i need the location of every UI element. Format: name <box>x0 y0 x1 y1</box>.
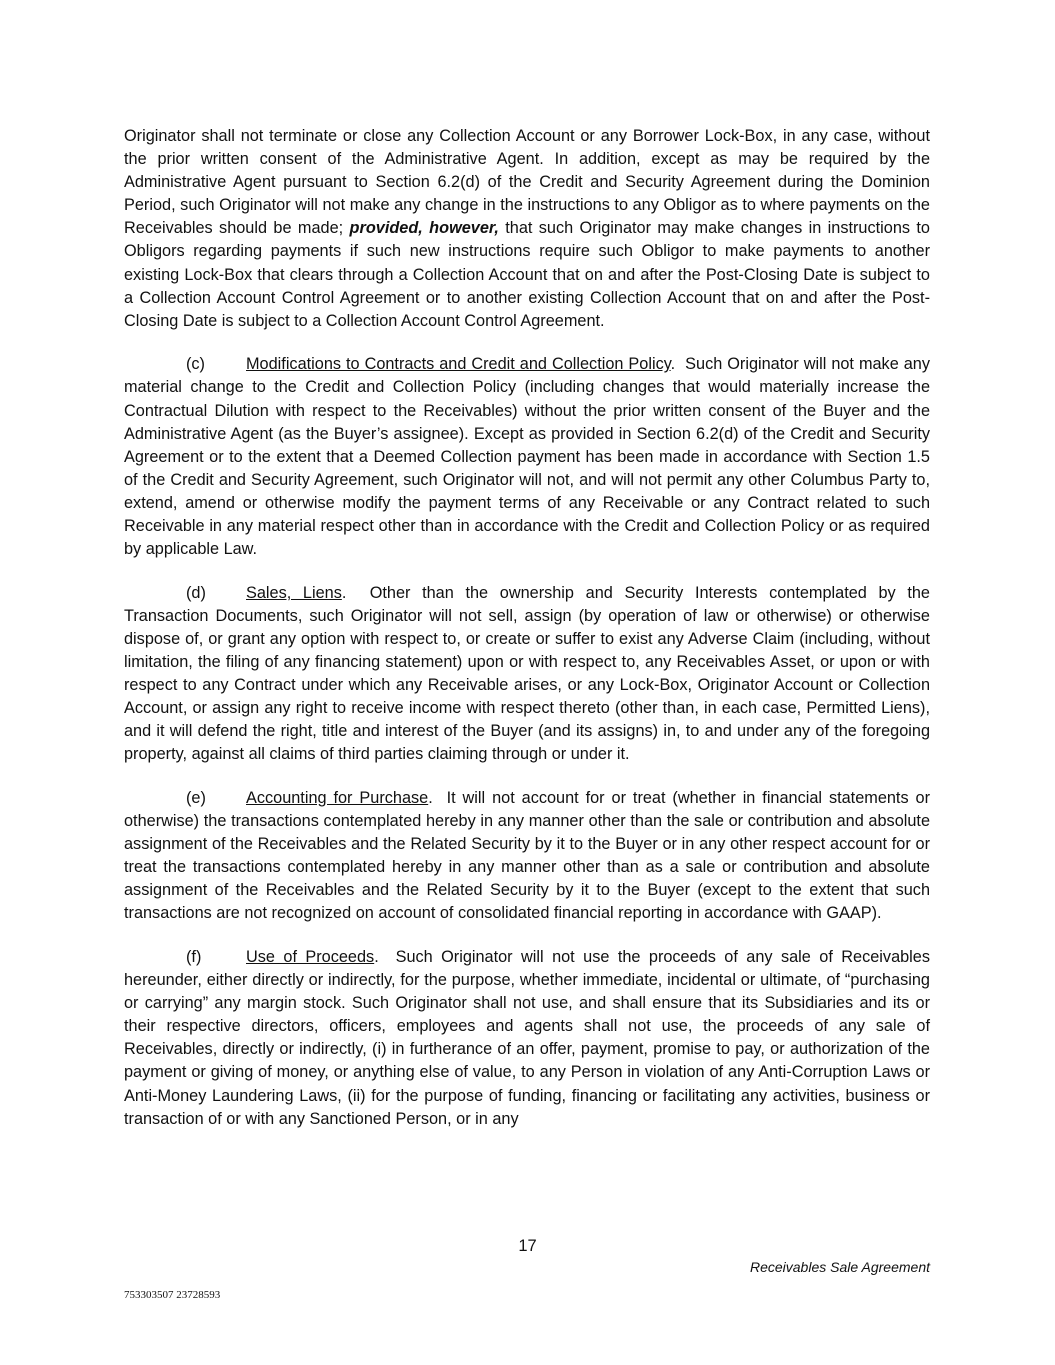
section-label: (e) <box>186 788 206 807</box>
section-c: (c) Modifications to Contracts and Credit and Collection Policy. Such Originator will not make any material change to the Credit and Collection Policy (including changes that would materially increase the Contractual Dilution with respect to the Receivables) without the prior written consent of the Buyer and the Administrative Agent (as the Buyer’s assignee). Except as provided in Section 6.2(d) of the Credit and Security Agreement or to the extent that a Deemed Collection payment has been made in accordance with Section 1.5 of the Credit and Security Agreement, such Originator will not, and will not permit any other Columbus Party to, extend, amend or otherwise modify the payment terms of any Receivable or any Contract related to such Receivable in any material respect other than in accordance with the Credit and Collection Policy or as required by applicable Law. <box>124 355 930 559</box>
continuation-text: Originator shall not terminate or close any Collection Account or any Borrower Lock-Box, in any case, without the prior written consent of the Administrative Agent. In addition, except as may be required by the Administrative Agent pursuant to Section 6.2(d) of the Credit and Security Agreement during the Dominion Period, such Originator will not make any change in the instructions to any Obligor as to where payments on the Receivables should be made; <box>124 127 930 238</box>
section-text: Such Originator will not use the proceeds of any sale of Receivables hereunder, either directly or indirectly, for the purpose, whether immediate, incidental or ultimate, of “purchasing or carrying” any margin stock. Such Originator shall not use, and shall ensure that its Subsidiaries and its or their respective directors, officers, employees and agents shall not use, the proceeds of any sale of Receivables, directly or indirectly, (i) in furtherance of an offer, payment, promise to pay, or authorization of the payment or giving of money, or anything else of value, to any Person in violation of any Anti-Corruption Laws or Anti-Money Laundering Laws, (ii) for the purpose of funding, financing or facilitating any activities, business or transaction of or with any Sanctioned Person, or in any <box>124 948 930 1128</box>
section-heading: Use of Proceeds <box>246 948 375 966</box>
section-heading: Accounting for Purchase <box>246 788 429 807</box>
continuation-paragraph <box>124 125 930 333</box>
section-f: (f) Use of Proceeds. Such Originator will not use the proceeds of any sale of Receivables hereunder, either directly or indirectly, for the purpose, whether immediate, incidental or ultimate, of “purchasing or carrying” any margin stock. Such Originator shall not use, and shall ensure that its Subsidiaries and its or their respective directors, officers, employees and agents shall not use, the proceeds of any sale of Receivables, directly or indirectly, (i) in furtherance of an offer, payment, promise to pay, or authorization of the payment or giving of money, or anything else of value, to any Person in violation of any Anti-Corruption Laws or Anti-Money Laundering Laws, (ii) for the purpose of funding, financing or facilitating any activities, business or transaction of or with any Sanctioned Person, or in any <box>124 948 930 1128</box>
document-id: 753303507 23728593 <box>124 1289 221 1301</box>
section-label: (c) <box>186 355 205 374</box>
proviso-emphasis: provided, however, <box>349 219 499 238</box>
footer-document-title: Receivables Sale Agreement <box>749 1259 930 1275</box>
section-label: (f) <box>186 948 202 966</box>
page-number: 17 <box>518 1237 537 1255</box>
section-heading: Modifications to Contracts and Credit and Collection Policy <box>246 355 671 374</box>
section-text: Such Originator will not make any material change to the Credit and Collection Policy (including changes that would materially increase the Contractual Dilution with respect to the Receivables) without the prior written consent of the Buyer and the Administrative Agent (as the Buyer’s assignee). Except as provided in Section 6.2(d) of the Credit and Security Agreement or to the extent that a Deemed Collection payment has been made in accordance with Section 1.5 of the Credit and Security Agreement, such Originator will not, and will not permit any other Columbus Party to, extend, amend or otherwise modify the payment terms of any Receivable or any Contract related to such Receivable in any material respect other than in accordance with the Credit and Collection Policy or as required by applicable Law. <box>124 355 930 559</box>
section-d: (d) Sales, Liens. Other than the ownership and Security Interests contemplated by the Transaction Documents, such Originator will not sell, assign (by operation of law or otherwise) or otherwise dispose of, or grant any option with respect to, or create or suffer to exist any Adverse Claim (including, without limitation, the filing of any financing statement) upon or with respect to, any Receivables Asset, or upon or with respect to any Contract under which any Receivable arises, or any Lock-Box, Originator Account or Collection Account, or assign any right to receive income with respect thereto (other than, in each case, Permitted Liens), and it will defend the right, title and interest of the Buyer (and its assigns) in, to and under any of the foregoing property, against all claims of third parties claiming through or under it. <box>124 583 930 764</box>
section-e: (e) Accounting for Purchase. It will not account for or treat (whether in financial statements or otherwise) the transactions contemplated hereby in any manner other than the sale or contribution and absolute assignment of the Receivables and the Related Security by it to the Buyer or in any other respect account for or treat the transactions contemplated hereby in any manner other than as a sale or contribution and absolute assignment of the Receivables and the Related Security by it to the Buyer (except to the extent that such transactions are not recognized on account of consolidated financial reporting in accordance with GAAP). <box>124 788 930 923</box>
continuation-tail: that such Originator may make changes in instructions to Obligors regarding payments if such new instructions require such Obligor to make payments to another existing Lock-Box that clears through a Collection Account that on and after the Post-Closing Date is subject to a Collection Account Control Agreement or to another existing Collection Account that on and after the Post-Closing Date is subject to a Collection Account Control Agreement. <box>124 219 930 330</box>
section-text: Other than the ownership and Security Interests contemplated by the Transaction Documents, such Originator will not sell, assign (by operation of law or otherwise) or otherwise dispose of, or grant any option with respect to, or create or suffer to exist any Adverse Claim (including, without limitation, the filing of any financing statement) upon or with respect to, any Receivables Asset, or upon or with respect to any Contract under which any Receivable arises, or any Lock-Box, Originator Account or Collection Account, or assign any right to receive income with respect thereto (other than, in each case, Permitted Liens), and it will defend the right, title and interest of the Buyer (and its assigns) in, to and under any of the foregoing property, against all claims of third parties claiming through or under it. <box>124 583 930 764</box>
document-body <box>124 125 930 1151</box>
section-text: It will not account for or treat (whether in financial statements or otherwise) the transactions contemplated hereby in any manner other than the sale or contribution and absolute assignment of the Receivables and the Related Security by it to the Buyer or in any other respect account for or treat the transactions contemplated hereby in any manner other than as a sale or contribution and absolute assignment of the Receivables and the Related Security by it to the Buyer (except to the extent that such transactions are not recognized on account of consolidated financial reporting in accordance with GAAP). <box>124 788 930 923</box>
section-label: (d) <box>186 583 206 602</box>
section-heading: Sales, Liens <box>246 583 342 602</box>
